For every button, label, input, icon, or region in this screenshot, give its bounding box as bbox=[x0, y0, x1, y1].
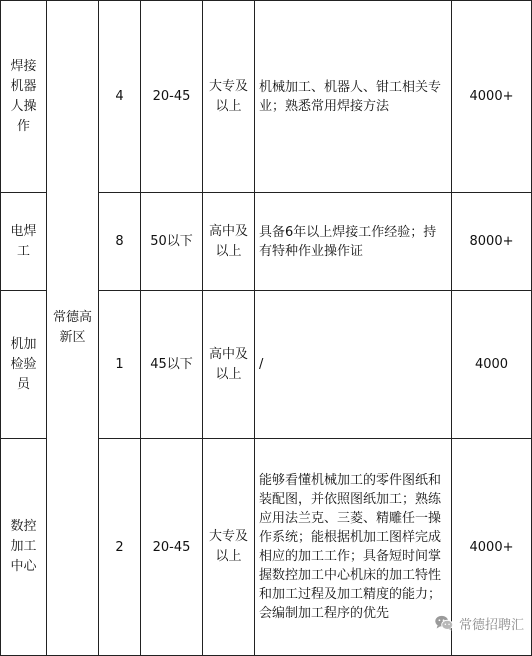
education-cell bbox=[203, 1, 255, 193]
education-label: 大专及以上 bbox=[208, 78, 248, 114]
headcount-cell: 8 bbox=[99, 193, 141, 291]
headcount-cell: 1 bbox=[99, 291, 141, 439]
age-cell: 45以下 bbox=[141, 291, 203, 439]
area-cell bbox=[47, 1, 99, 656]
table-row bbox=[1, 1, 532, 193]
education-label: 高中及以上 bbox=[208, 223, 248, 259]
education-cell bbox=[203, 193, 255, 291]
requirement-cell: 能够看懂机械加工的零件图纸和装配图，并依照图纸加工；熟练应用法兰克、三菱、精雕任一操作系统；能根据机加工图样完成相应的加工工作；具备短时间掌握数控加工中心机床的加工特性和加工过程及加工精度的能力；会编制加工程序的优先 bbox=[255, 439, 452, 656]
job-title-cell bbox=[1, 193, 47, 291]
area-label: 常德高新区 bbox=[52, 310, 92, 345]
job-title-cell bbox=[1, 439, 47, 656]
education-label: 高中及以上 bbox=[208, 346, 248, 382]
education-cell bbox=[203, 439, 255, 656]
salary-cell: 8000+ bbox=[452, 193, 532, 291]
salary-cell: 4000 bbox=[452, 291, 532, 439]
requirement-cell: / bbox=[255, 291, 452, 439]
education-label: 大专及以上 bbox=[208, 529, 248, 564]
salary-cell: 4000+ bbox=[452, 439, 532, 656]
age-cell: 50以下 bbox=[141, 193, 203, 291]
job-title-cell bbox=[1, 1, 47, 193]
job-title: 焊接机器人操作 bbox=[10, 58, 37, 134]
requirement-cell: 具备6年以上焊接工作经验；持有特种作业操作证 bbox=[255, 193, 452, 291]
headcount-cell: 4 bbox=[99, 1, 141, 193]
job-title: 电焊工 bbox=[10, 223, 37, 259]
education-cell bbox=[203, 291, 255, 439]
salary-cell: 4000+ bbox=[452, 1, 532, 193]
age-cell: 20-45 bbox=[141, 1, 203, 193]
job-title: 机加检验员 bbox=[10, 336, 37, 392]
watermark-text: 常德招聘汇 bbox=[458, 617, 524, 633]
age-cell: 20-45 bbox=[141, 439, 203, 656]
headcount-cell: 2 bbox=[99, 439, 141, 656]
job-title-cell bbox=[1, 291, 47, 439]
wechat-icon bbox=[433, 612, 455, 634]
job-title: 数控加工中心 bbox=[10, 519, 37, 574]
requirement-cell: 机械加工、机器人、钳工相关专业；熟悉常用焊接方法 bbox=[255, 1, 452, 193]
watermark bbox=[433, 612, 524, 634]
